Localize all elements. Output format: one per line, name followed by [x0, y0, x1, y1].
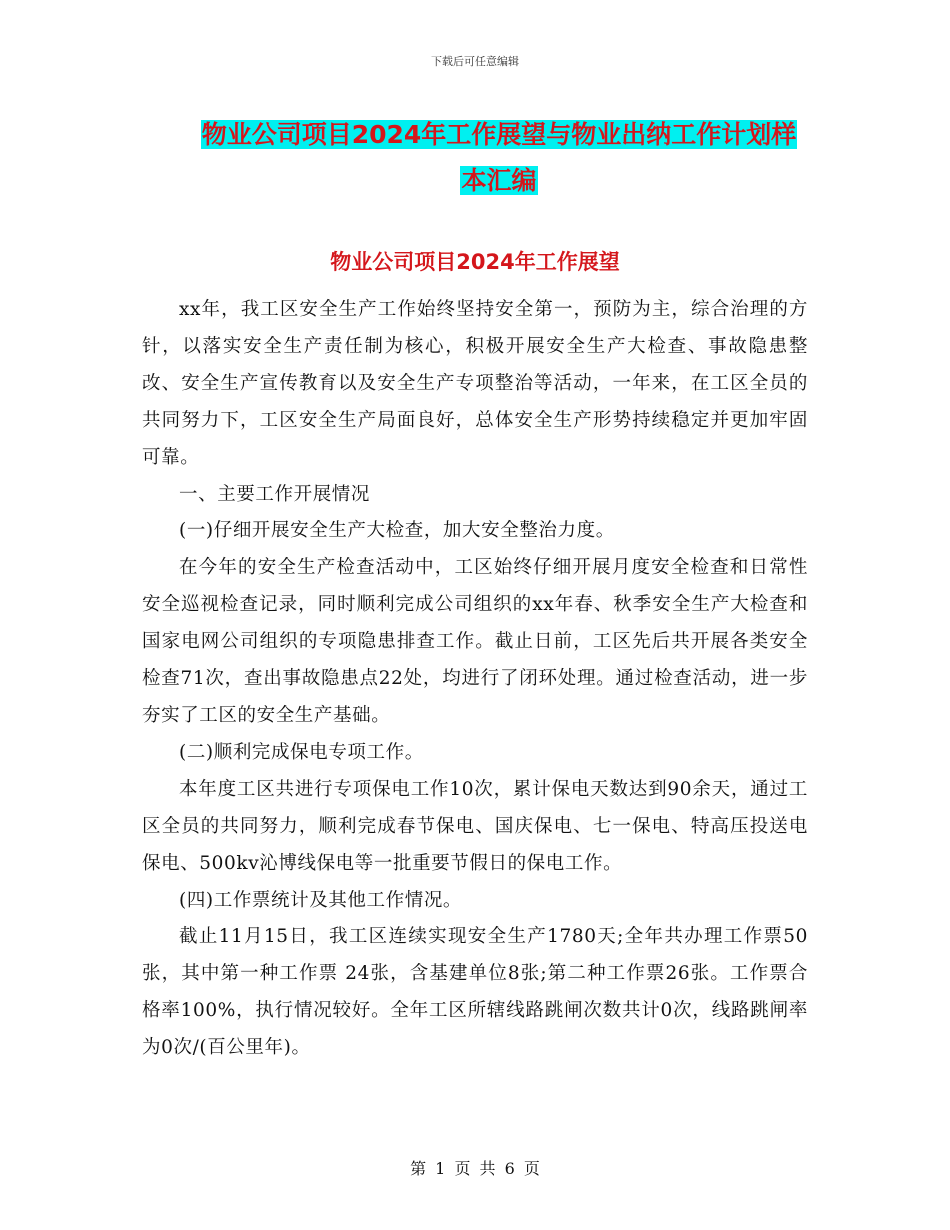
paragraph: 本年度工区共进行专项保电工作10次，累计保电天数达到90余天，通过工区全员的共同努力，顺利完成春节保电、国庆保电、七一保电、特高压投送电保电、500kv沁博线保电等一批重要节假日的保电工作。 [142, 778, 808, 874]
heading-main-work: 一、主要工作开展情况 [179, 483, 371, 505]
document-title-line2: 本汇编 [461, 166, 537, 195]
page-footer: 第 1 页 共 6 页 [410, 1159, 540, 1178]
paragraph: 截止11月15日，我工区连续实现安全生产1780天;全年共办理工作票50张，其中第一种工作票 24张，含基建单位8张;第二种工作票26张。工作票合格率100%，执行情况较好。全年工区所辖线路跳闸次数共计0次，线路跳闸率为0次/(百公里年)。 [142, 926, 808, 1059]
section-title: 物业公司项目2024年工作展望 [330, 250, 620, 274]
subheading-safety-inspection: (一)仔细开展安全生产大检查，加大安全整治力度。 [179, 520, 615, 542]
subheading-power-guarantee: (二)顺利完成保电专项工作。 [179, 741, 424, 763]
document-title-line1: 物业公司项目2024年工作展望与物业出纳工作计划样 [201, 120, 797, 149]
subheading-work-ticket: (四)工作票统计及其他工作情况。 [179, 889, 463, 911]
paragraph: xx年，我工区安全生产工作始终坚持安全第一，预防为主，综合治理的方针，以落实安全生产责任制为核心，积极开展安全生产大检查、事故隐患整改、安全生产宣传教育以及安全生产专项整治等活动，一年来，在工区全员的共同努力下，工区安全生产局面良好，总体安全生产形势持续稳定并更加牢固可靠。 [142, 299, 808, 468]
paragraph: 在今年的安全生产检查活动中，工区始终仔细开展月度安全检查和日常性安全巡视检查记录，同时顺利完成公司组织的xx年春、秋季安全生产大检查和国家电网公司组织的专项隐患排查工作。截止日前，工区先后共开展各类安全检查71次，查出事故隐患点22处，均进行了闭环处理。通过检查活动，进一步夯实了工区的安全生产基础。 [142, 557, 808, 726]
header-note: 下载后可任意编辑 [431, 55, 519, 68]
body-text [142, 292, 808, 1067]
document-title [188, 112, 810, 204]
